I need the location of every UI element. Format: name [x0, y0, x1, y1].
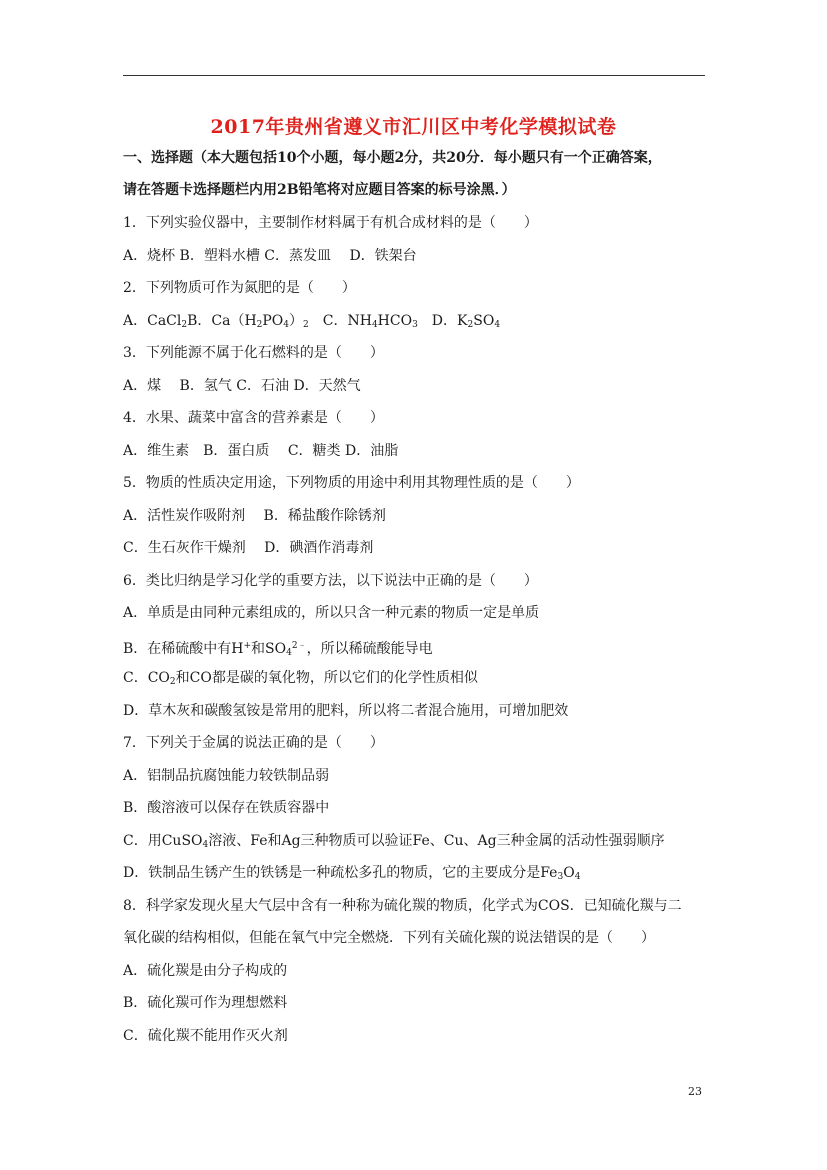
- q7-stem: 7．下列关于金属的说法正确的是（ ）: [123, 735, 384, 751]
- q1-stem: 1．下列实验仪器中，主要制作材料属于有机合成材料的是（ ）: [123, 215, 538, 231]
- page-title: 2017年贵州省遵义市汇川区中考化学模拟试卷: [210, 116, 617, 138]
- q6-option-c: C．$CO_2$和CO都是碳的氧化物，所以它们的化学性质相似: [123, 670, 478, 687]
- q2-stem: 2．下列物质可作为氮肥的是（ ）: [123, 280, 356, 296]
- q7-option-c: C．用CuSO$_4$溶液、Fe和Ag三种物质可以验证Fe、Cu、Ag三种金属的活动性强弱顺序: [123, 833, 665, 850]
- q8-option-a: A．硫化羰是由分子构成的: [123, 963, 288, 979]
- q5-options-ab: A．活性炭作吸附剂 B．稀盐酸作除锈剂: [123, 508, 386, 524]
- q6-option-d: D．草木灰和碳酸氢铵是常用的肥料，所以将二者混合施用，可增加肥效: [123, 703, 569, 719]
- q1-options: A．烧杯 B．塑料水槽 C．蒸发皿 D．铁架台: [123, 248, 417, 264]
- q7-option-a: A．铝制品抗腐蚀能力较铁制品弱: [123, 768, 330, 784]
- q6-stem: 6．类比归纳是学习化学的重要方法，以下说法中正确的是（ ）: [123, 573, 538, 589]
- q8-option-b: B．硫化羰可作为理想燃料: [123, 995, 288, 1011]
- q8-stem-line2: 氧化碳的结构相似，但能在氧气中完全燃烧．下列有关硫化羰的说法错误的是（ ）: [123, 930, 655, 946]
- q5-stem: 5．物质的性质决定用途，下列物质的用途中利用其物理性质的是（ ）: [123, 475, 580, 491]
- q4-options: A．维生素 B．蛋白质 C．糖类 D．油脂: [123, 443, 399, 459]
- q6-option-b: B．在稀硫酸中有H+和$SO_4^{2﹣}$，所以稀硫酸能导电: [123, 641, 433, 658]
- q7-option-d: D．铁制品生锈产生的铁锈是一种疏松多孔的物质，它的主要成分是$Fe_3O_4$: [123, 865, 581, 882]
- q3-options: A．煤 B．氢气 C．石油 D．天然气: [123, 378, 361, 394]
- section-instructions-line2: 请在答题卡选择题栏内用2B铅笔将对应题目答案的标号涂黑．）: [123, 182, 516, 198]
- section-instructions-line1: 一、选择题（本大题包括10个小题，每小题2分，共20分．每小题只有一个正确答案，: [123, 150, 662, 166]
- q4-stem: 4．水果、蔬菜中富含的营养素是（ ）: [123, 410, 384, 426]
- q8-option-c: C．硫化羰不能用作灭火剂: [123, 1028, 288, 1044]
- q8-stem-line1: 8．科学家发现火星大气层中含有一种称为硫化羰的物质，化学式为COS．已知硫化羰与二: [123, 898, 682, 914]
- header-rule: [123, 75, 705, 76]
- q6-option-a: A．单质是由同种元素组成的，所以只含一种元素的物质一定是单质: [123, 605, 540, 621]
- q2-options: A．CaCl$_2$B．$Ca(H_2PO_4)_2$ C．$NH_4HCO_3$ D．$K_2SO_4$: [123, 313, 501, 330]
- page-number: 23: [688, 1085, 702, 1098]
- q7-option-b: B．酸溶液可以保存在铁质容器中: [123, 800, 330, 816]
- q3-stem: 3．下列能源不属于化石燃料的是（ ）: [123, 345, 384, 361]
- q5-options-cd: C．生石灰作干燥剂 D．碘酒作消毒剂: [123, 540, 374, 556]
